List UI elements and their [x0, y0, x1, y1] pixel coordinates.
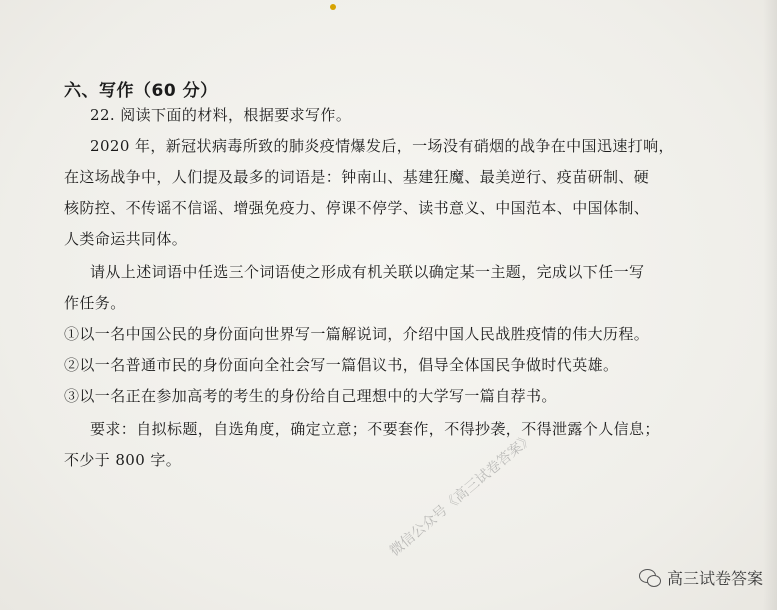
diagonal-watermark: 微信公众号《高三试卷答案》 [386, 430, 537, 560]
wechat-icon [639, 569, 661, 587]
instruction-line-1: 请从上述词语中任选三个词语使之形成有机关联以确定某一主题，完成以下任一写 [90, 263, 645, 281]
section-title: 六、写作（60 分） [64, 81, 218, 101]
task-option-3: ③以一名正在参加高考的考生的身份给自己理想中的大学写一篇自荐书。 [64, 387, 557, 405]
requirements-line-2: 不少于 800 字。 [64, 451, 182, 469]
requirements-line-1: 要求：自拟标题，自选角度，确定立意；不要套作，不得抄袭，不得泄露个人信息； [90, 420, 660, 438]
account-badge [639, 566, 763, 589]
page-edge-shadow [763, 0, 777, 610]
material-line-4: 人类命运共同体。 [64, 230, 188, 248]
ink-dot [330, 4, 336, 10]
question-prompt: 22. 阅读下面的材料，根据要求写作。 [90, 106, 352, 124]
task-option-1: ①以一名中国公民的身份面向世界写一篇解说词，介绍中国人民战胜疫情的伟大历程。 [64, 325, 650, 343]
material-line-3: 核防控、不传谣不信谣、增强免疫力、停课不停学、读书意义、中国范本、中国体制、 [64, 199, 650, 217]
task-option-2: ②以一名普通市民的身份面向全社会写一篇倡议书，倡导全体国民争做时代英雄。 [64, 356, 619, 374]
material-line-2: 在这场战争中，人们提及最多的词语是：钟南山、基建狂魔、最美逆行、疫苗研制、硬 [64, 168, 650, 186]
instruction-line-2: 作任务。 [64, 294, 126, 312]
account-badge-label: 高三试卷答案 [666, 569, 763, 588]
material-line-1: 2020 年，新冠状病毒所致的肺炎疫情爆发后，一场没有硝烟的战争在中国迅速打响， [90, 137, 674, 155]
